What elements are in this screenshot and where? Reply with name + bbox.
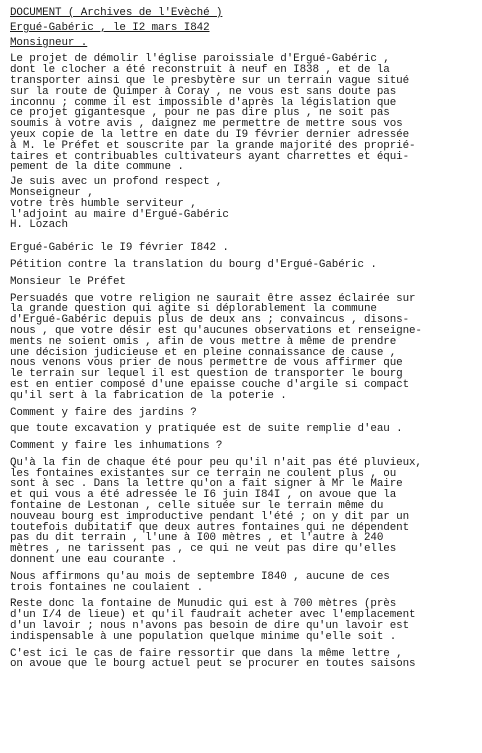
text-line: et qui vous a été adressée le I6 juin I84I , on avoue que la	[10, 489, 397, 502]
text-line: Nous affirmons qu'au mois de septembre I840 , aucune de ces	[10, 570, 390, 583]
text-line: le terrain sur lequel il est question de transporter le bourg	[10, 368, 403, 381]
closing-line: Monseigneur ,	[10, 186, 94, 199]
text-line: toutefois dubitatif que deux autres fontaines qui ne dépendent	[10, 521, 409, 534]
text-line: nous venons vous prier de nous permettre de vous affirmer que	[10, 357, 403, 370]
text-line: dont le clocher a été reconstruit à neuf en I838 , et de la	[10, 64, 390, 77]
petition-salutation: Monsieur le Préfet	[10, 275, 126, 288]
petition-date: Ergué-Gabéric le I9 février I842 .	[10, 242, 229, 255]
document-page	[10, 8, 476, 670]
text-line: la grande question qui agite si déplorablement la commune	[10, 303, 377, 316]
petition-paragraph-4	[10, 599, 476, 642]
text-line: donnent une eau courante .	[10, 554, 178, 567]
text-line: Reste donc la fontaine de Munudic qui est à 700 mètres (près	[10, 598, 397, 611]
question-burials: Comment y faire les inhumations ?	[10, 440, 223, 453]
salutation: Monsigneur .	[10, 36, 88, 49]
text-line: ments ne soient omis , afin de vous mettre à même de prendre	[10, 335, 397, 348]
closing-line: Je suis avec un profond respect ,	[10, 176, 223, 189]
text-line: à M. le Préfet et souscrite par la grande majorité des proprié-	[10, 139, 416, 152]
text-line: ce projet gigantesque , pour ne pas dire plus , ne soit pas	[10, 107, 390, 120]
letter-body	[10, 54, 476, 173]
text-line: C'est ici le cas de faire ressortir que dans la même lettre ,	[10, 647, 403, 660]
text-line: mètres , ne tarissent pas , ce qui ne veut pas dire qu'elles	[10, 543, 397, 556]
closing-line: votre très humble serviteur ,	[10, 197, 197, 210]
closing-line: l'adjoint au maire d'Ergué-Gabéric	[10, 208, 229, 221]
text-line: on avoue que le bourg actuel peut se procurer en toutes saisons	[10, 658, 416, 671]
text-line: fontaine de Lestonan , celle située sur le terrain même du	[10, 500, 384, 513]
petition-paragraph-2	[10, 458, 476, 566]
question-gardens: Comment y faire des jardins ?	[10, 406, 197, 419]
place-date: Ergué-Gabéric , le I2 mars I842	[10, 21, 210, 34]
text-line: les fontaines existantes sur ce terrain ne coulent plus , ou	[10, 467, 397, 480]
document-title: DOCUMENT ( Archives de l'Evèché )	[10, 7, 223, 19]
letter-closing	[10, 177, 476, 231]
text-line: pement de la dite commune .	[10, 161, 184, 174]
text-line: d'Ergué-Gabéric depuis plus de deux ans ; convaincus , disons-	[10, 314, 409, 327]
text-line: pas du dit terrain , l'une à I00 mètres , et l'autre à 240	[10, 532, 384, 545]
text-line: Le projet de démolir l'église paroissiale d'Ergué-Gabéric ,	[10, 53, 390, 66]
text-line: d'un I/4 de lieue) et qu'il faudrait acheter avec l'emplacement	[10, 609, 416, 622]
petition-paragraph-3	[10, 572, 476, 594]
text-line: une décision judicieuse et en pleine connaissance de cause ,	[10, 346, 397, 359]
petition-title: Pétition contre la translation du bourg d'Ergué-Gabéric .	[10, 258, 377, 271]
text-line: qu'il sert à la fabrication de la poterie .	[10, 389, 287, 402]
signature-name: H. Lozach	[10, 219, 68, 232]
text-line: inconnu ; comme il est impossible d'après la législation que	[10, 96, 397, 109]
petition-paragraph-1	[10, 294, 476, 402]
text-line: soumis à votre avis , daignez me permettre de mettre sous vos	[10, 118, 403, 131]
petition-paragraph-5	[10, 649, 476, 671]
text-line: trois fontaines ne coulaient .	[10, 581, 204, 594]
text-line: transporter ainsi que le presbytère sur un terrain vague situé	[10, 74, 409, 87]
text-line: taires et contribuables cultivateurs ayant charrettes et équi-	[10, 150, 409, 163]
text-line: Qu'à la fin de chaque été pour peu qu'il n'ait pas été pluvieux,	[10, 456, 422, 469]
text-line: Persuadés que votre religion ne saurait être assez éclairée sur	[10, 292, 416, 305]
text-line: sont à sec . Dans la lettre qu'on a fait signer à Mr le Maire	[10, 478, 403, 491]
text-line: d'un lavoir ; nous n'avons pas besoin de dire qu'un lavoir est	[10, 620, 409, 633]
text-line: nouveau bourg est improductive pendant l'été ; on y dit par un	[10, 510, 409, 523]
text-line: est en entier composé d'une epaisse couche d'argile si compact	[10, 378, 409, 391]
text-line: indispensable à une population quelque minime qu'elle soit .	[10, 630, 397, 643]
text-line: nous , que votre désir est qu'aucunes observations et renseigne-	[10, 324, 422, 337]
answer-excavation: que toute excavation y pratiquée est de suite remplie d'eau .	[10, 423, 403, 436]
text-line: yeux copie de la lettre en date du I9 février dernier adressée	[10, 128, 409, 141]
text-line: sur la route de Quimper à Coray , ne vous est sans doute pas	[10, 85, 397, 98]
